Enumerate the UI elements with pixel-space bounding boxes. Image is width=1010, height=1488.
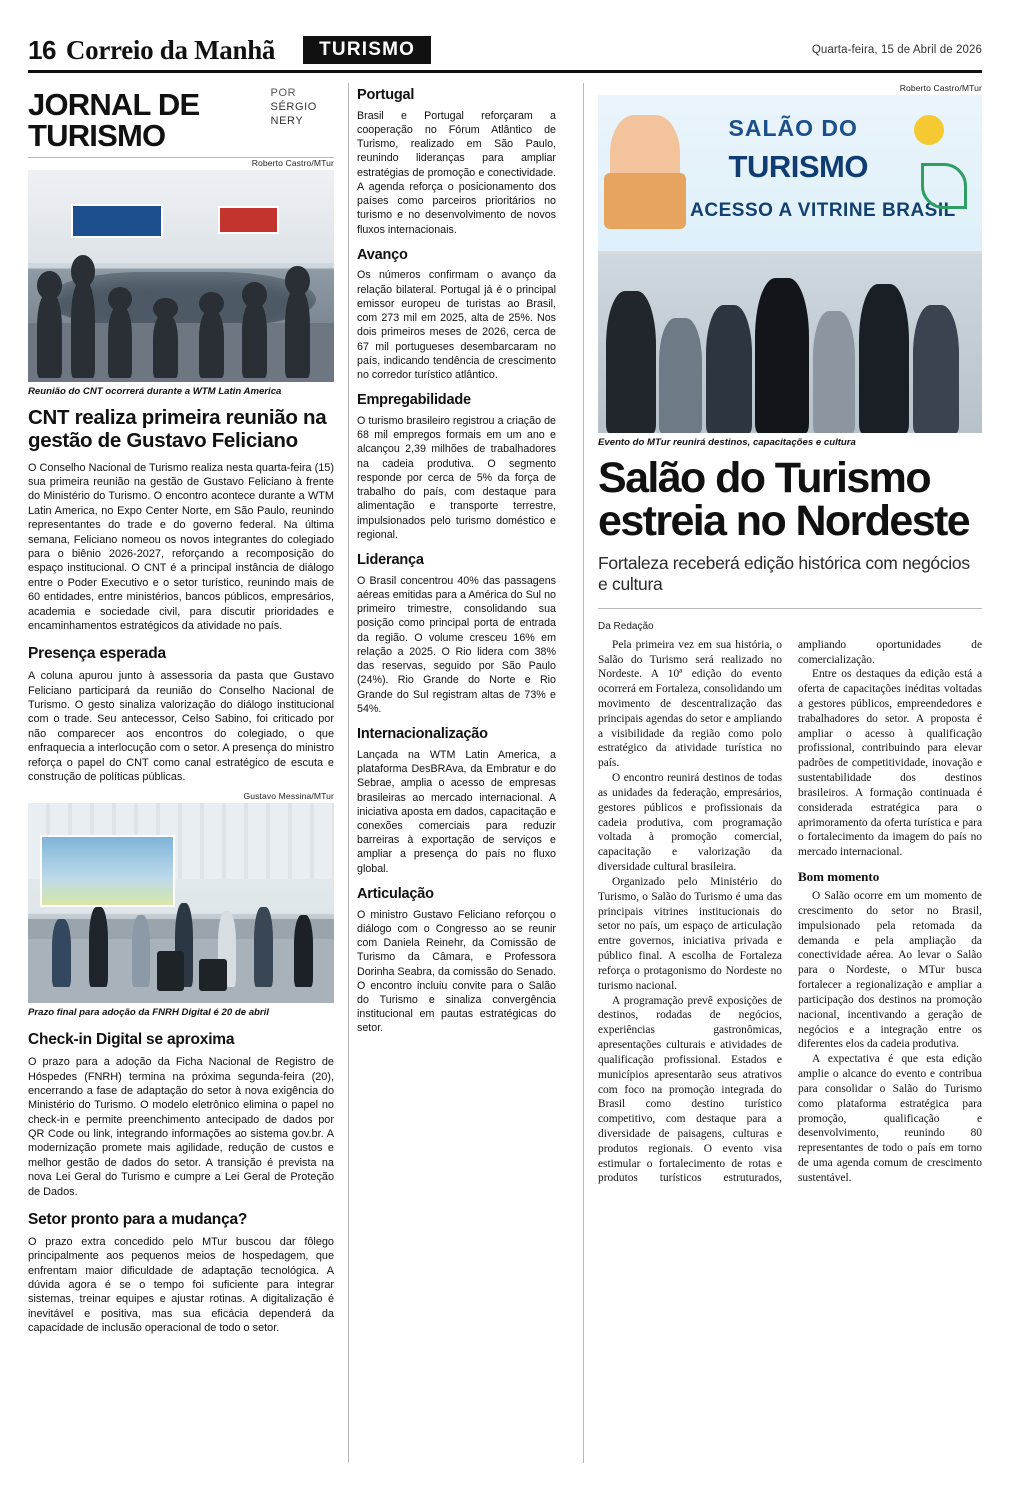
salao-paragraph-3: Organizado pelo Ministério do Turismo, o Salão do Turismo é uma das principais vitrines institucionais do setor no país, um espaço de articulação entre governos, iniciativa privada e público final. A escolha de Fortaleza reforça o protagonismo do Nordeste no turismo nacional. (598, 875, 782, 992)
paragraph-setor: O prazo extra concedido pelo MTur buscou dar fôlego principalmente aos pequenos meios de hospedagem, que enfrentam maior dificuldade de adaptação tecnológica. A dúvida agora é se o tempo foi suficiente para integrar sistemas, treinar equipes e ajustar rotinas. A digitalização é inevitável e positiva, mas sua eficácia dependerá da capacidade de inclusão operacional de todo o setor. (28, 1235, 334, 1335)
page-content (28, 83, 982, 1463)
note-text-lideranca: O Brasil concentrou 40% das passagens aéreas emitidas para a América do Sul no primeiro trimestre, consolidando sua posição como principal porta de entrada da região. O volume cresceu 16% em relação a 2025. O Rio lidera com 38% das reservas, seguido por São Paulo (24%). Rio Grande do Norte e Rio Grande do Sul registram altas de 73% e 54%. (357, 574, 556, 715)
salao-paragraph-4: A programação prevê exposições de destinos, rodadas de negócios, experiências gastronômicas, apresentações culturais e atividades de qualificação profissional. Estados e municípios apresentarão seus atrativos com foco na promoção integrada do Brasil como destino turístico competitivo, com destaque para a diversidade de paisagens, culturas e produtos regionais. O evento visa estimular o fortalecimento de rotas e produtos turísticos estruturados, ampliando oportunidades de comercialização. (598, 638, 982, 1185)
photo-airport-checkin (28, 803, 334, 1003)
paragraph-presenca: A coluna apurou junto à assessoria da pasta que Gustavo Feliciano participará da reunião do Conselho Nacional de Turismo. O gesto sinaliza valorização do diálogo institucional com o trade. Seu antecessor, Celso Sabino, foi criticado por não comparecer aos encontros do colegiado, o que enfraquecia a interlocução com o setor. A presença do ministro reforça o papel do CNT como canal estratégico de escuta e construção de políticas públicas. (28, 670, 334, 783)
salao-paragraph-6: O Salão ocorre em um momento de crescimento do setor no Brasil, impulsionado pela retomada da demanda e pela ampliação da conectividade aérea. Ao levar o Salão para o Nordeste, o MTur busca fortalecer a regionalização e ampliar a participação dos destinos na promoção nacional, incentivando a geração de negócios e a integração entre os diferentes elos da cadeia produtiva. (798, 890, 982, 1051)
column-main (28, 83, 348, 1463)
note-text-portugal: Brasil e Portugal reforçaram a cooperação no Fórum Atlântico de Turismo, realizado em São Paulo, reunindo lideranças para ampliar estratégias de promoção e conectividade. A agenda reforça o posicionamento dos países como parceiros prioritários no turismo e no desenvolvimento de novos fluxos internacionais. (357, 109, 556, 236)
paragraph-checkin: O prazo para a adoção da Ficha Nacional de Registro de Hóspedes (FNRH) termina na próxima segunda-feira (20), encerrando a fase de adaptação do setor à nova exigência do Ministério do Turismo. O modelo eletrônico elimina o papel no check-in e permite preenchimento antecipado de dados por QR Code ou link, integrando informações ao sistema gov.br. A modernização promete mais agilidade, redução de custos e melhor gestão de dados do setor. A transição é prevista na nova Lei Geral do Turismo e cumpre a Lei Geral de Proteção de Dados. (28, 1056, 334, 1198)
salao-paragraph-1: Pela primeira vez em sua história, o Salão do Turismo será realizado no Nordeste. A 10ª edição do evento ocorrerá em Fortaleza, consolidando um movimento de descentralização das principais agendas do setor e ampliando a visibilidade da região como polo estratégico da atividade turística no país. (598, 638, 782, 770)
subhead-bom-momento: Bom momento (798, 869, 880, 885)
paragraph-cnt: O Conselho Nacional de Turismo realiza nesta quarta-feira (15) sua primeira reunião na gestão de Gustavo Feliciano à frente do Ministério do Turismo. O encontro acontece durante a WTM Latin America, no Expo Center Norte, em São Paulo, reunindo representantes do trade e do governo federal. Na última semana, Feliciano nomeou os novos integrantes do colegiado para o biênio 2026-2027, reforçando a recomposição do espaço institucional. O CNT é a principal instância de diálogo entre o Poder Executivo e o setor turístico, reunindo mais de 60 entidades, entre ministérios, bancos públicos, empresários, academia e sociedade civil, para discutir prioridades e encaminhamentos estratégicos da atividade no país. (28, 461, 334, 632)
note-title-empregabilidade: Empregabilidade (357, 392, 471, 409)
note-title-avanco: Avanço (357, 246, 408, 263)
headline-salao: Salão do Turismo estreia no Nordeste (598, 453, 970, 545)
deck-salao: Fortaleza receberá edição histórica com negócios e cultura (598, 553, 982, 609)
issue-date: Quarta-feira, 15 de Abril de 2026 (811, 44, 982, 56)
right-zone (584, 83, 982, 1463)
column-notes (348, 83, 556, 1463)
banner-line3: ACESSO A VITRINE BRASIL (690, 199, 956, 221)
photo-credit-meeting: Roberto Castro/MTur (251, 158, 334, 168)
note-text-articulacao: O ministro Gustavo Feliciano reforçou o diálogo com o Congresso ao se reunir com Daniela Reinehr, da Comissão de Turismo da Câmara, e Professora Dorinha Seabra, da comissão do Senado. O encontro incluiu convite para o Salão do Turismo e sinaliza convergência institucional em pautas estratégicas do setor. (357, 908, 556, 1035)
banner-line2: TURISMO (728, 149, 868, 185)
salao-paragraph-7: A expectativa é que esta edição amplie o alcance do evento e contribua para consolidar o Salão do Turismo como plataforma estratégica para promoção, qualificação e desenvolvimento, reunindo 80 representantes de todo o país em torno de uma agenda comum de crescimento sustentável. (798, 1053, 982, 1184)
salao-paragraph-2: O encontro reunirá destinos de todas as unidades da federação, empresários, gestores públicos e profissionais da cadeia produtiva, com programação voltada à promoção comercial, capacitação e valorização da diversidade cultural brasileira. (598, 772, 782, 874)
page-number: 16 (28, 35, 56, 65)
caption-cnt-meeting: Reunião do CNT ocorrerá durante a WTM Latin America (28, 386, 282, 397)
column-title: JORNAL DE TURISMO (28, 87, 200, 153)
masthead (28, 36, 982, 73)
photo-cnt-meeting (28, 170, 334, 382)
note-text-internacionalizacao: Lançada na WTM Latin America, a plataforma DesBRAva, da Embratur e do Sebrae, amplia o acesso de empresas brasileiras ao mercado internacional. A iniciativa aposta em dados, capacitação e conexões comerciais para reduzir barreiras à exportação de serviços e ampliar a presença do país no fluxo global. (357, 748, 556, 875)
byline-redacao: Da Redação (598, 620, 654, 632)
section-tag: TURISMO (303, 36, 431, 64)
note-title-lideranca: Liderança (357, 552, 424, 569)
photo-credit-salao: Roberto Castro/MTur (899, 83, 982, 93)
byline-author: SÉRGIO NERY (270, 100, 317, 127)
byline (271, 83, 334, 128)
subhead-checkin: Check-in Digital se aproxima (28, 1031, 235, 1049)
left-zone (28, 83, 584, 1463)
note-text-empregabilidade: O turismo brasileiro registrou a criação de 68 mil empregos formais em um ano e alcançou 2,39 milhões de trabalhadores na cadeia produtiva. O segmento responde por cerca de 5% da força de trabalho do país, com destaque para alimentação e transporte terrestre, impulsionados pelo turismo doméstico e regional. (357, 415, 556, 541)
banner-line1: SALÃO DO (728, 115, 858, 142)
salao-paragraph-5: Entre os destaques da edição está a oferta de capacitações inéditas voltadas a gestores públicos, empreendedores e trabalhadores do setor. A proposta é ampliar o acesso à qualificação profissional, contribuindo para elevar padrões de competitividade, inovação e sustentabilidade dos destinos brasileiros. A formação continuada é considerada estratégica para o aprimoramento da oferta turística e para o fortalecimento da imagem do país no mercado internacional. (798, 668, 982, 859)
column-header (28, 83, 334, 158)
note-text-avanco: Os números confirmam o avanço da relação bilateral. Portugal já é o principal emissor europeu de turistas ao Brasil, com 273 mil em 2025, alta de 25%. Nos dois primeiros meses de 2026, cerca de 67 mil portugueses desembarcaram no país, indicando tendência de crescimento no corredor turístico atlântico. (357, 269, 556, 382)
note-title-articulacao: Articulação (357, 885, 434, 902)
caption-airport: Prazo final para adoção da FNRH Digital é 20 de abril (28, 1007, 269, 1019)
photo-credit-airport: Gustavo Messina/MTur (243, 791, 334, 802)
article-body-salao (598, 638, 982, 1187)
note-title-portugal: Portugal (357, 87, 415, 103)
paper-name: Correio da Manhã (65, 34, 276, 65)
byline-prefix: POR (270, 87, 297, 99)
photo-salao-banner (598, 95, 982, 433)
note-title-internacionalizacao: Internacionalização (357, 726, 488, 743)
subhead-setor: Setor pronto para a mudança? (28, 1211, 248, 1229)
headline-cnt: CNT realiza primeira reunião na gestão de Gustavo Feliciano (28, 405, 327, 453)
caption-salao: Evento do MTur reunirá destinos, capacitações e cultura (598, 437, 856, 448)
subhead-presenca: Presença esperada (28, 645, 166, 663)
